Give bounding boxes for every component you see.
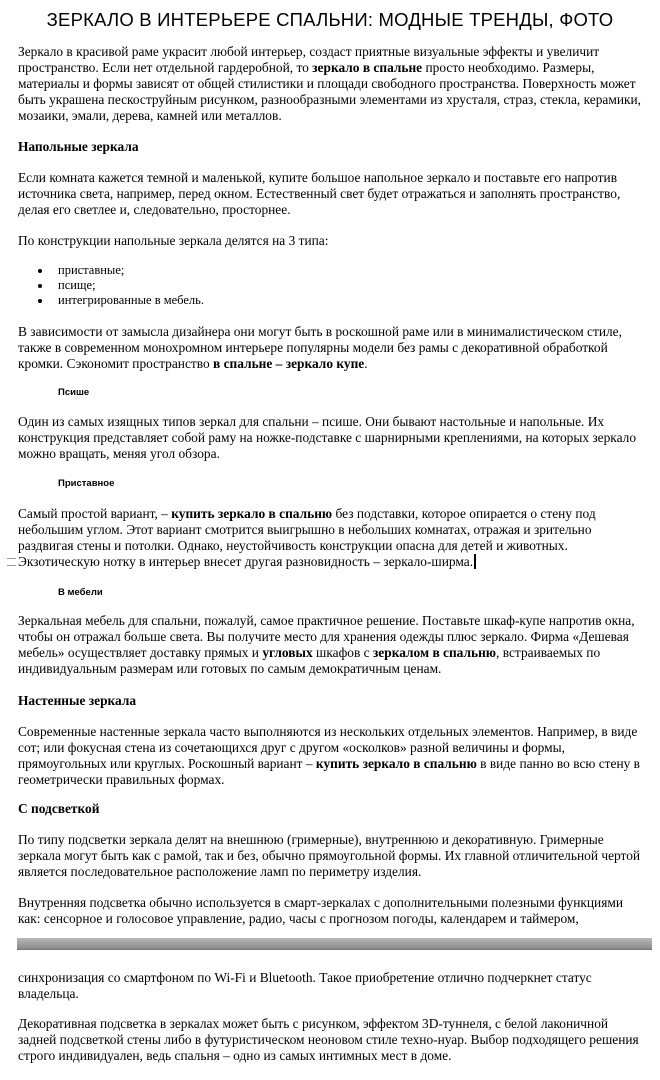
leaning-paragraph[interactable] <box>18 506 648 570</box>
floor-p3-text: В зависимости от замысла дизайнера они могут быть в роскошной раме или в минималистическом стиле, также в современном монохромном интерьере популярны модели без рамы с декоративной обработкой кромки. Сэкономит пространство <box>18 324 622 371</box>
backlit-paragraph-1: По типу подсветки зеркала делят на внешнюю (гримерные), внутреннюю и декоративную. Гримерные зеркала могут быть как с рамой, так и без, обычно прямоугольной формы. Их главной отличительной чертой является последовательное расположение ламп по периметру изделия. <box>18 832 641 879</box>
text-cursor <box>474 554 476 569</box>
subheading-leaning: Приставное <box>58 478 115 489</box>
leaning-text: Самый простой вариант, – <box>18 506 172 521</box>
heading-backlit: С подсветкой <box>18 801 100 816</box>
page-break-bar <box>17 938 652 950</box>
list-item: приставные; <box>18 263 204 278</box>
floor-p3-keyword: в спальне – зеркало купе <box>213 356 365 371</box>
furniture-text-mid: шкафов с <box>312 645 373 660</box>
wall-text-end: в виде панно во всю стену в геометрически правильных формах. <box>18 756 641 787</box>
subheading-in-furniture: В мебели <box>58 587 103 598</box>
floor-p3-end: . <box>364 356 368 371</box>
wall-paragraph <box>18 724 648 788</box>
page-title: ЗЕРКАЛО В ИНТЕРЬЕРЕ СПАЛЬНИ: МОДНЫЕ ТРЕНДЫ, ФОТО <box>46 9 614 30</box>
heading-floor-mirrors: Напольные зеркала <box>18 139 139 154</box>
furniture-keyword-mirror: зеркалом в спальню <box>372 645 497 660</box>
furniture-text-end: , встраиваемых по индивидуальным размерам или готовых по самым демократичным ценам. <box>18 645 601 676</box>
backlit-paragraph-3: Декоративная подсветка в зеркалах может быть с рисунком, эффектом 3D-туннеля, с белой лаконичной задней подсветкой стены либо в футуристическом неоновом стиле техно-нуар. Выбор подходящего решения строго индивидуален, ведь спальня – одно из самых интимных мест в доме. <box>18 1016 639 1063</box>
wall-text: Современные настенные зеркала часто выполняются из нескольких отдельных элементов. Например, в виде сот; или фокусная стена из сочетающихся друг с другом «осколков» разной величины и формы, прямоугольных или круглых. Роскошный вариант – <box>18 724 638 771</box>
furniture-text: Зеркальная мебель для спальни, пожалуй, самое практичное решение. Поставьте шкаф-купе напротив окна, чтобы он отражал больше света. Вы получите место для хранения одежды плюс зеркало. Фирма «Дешевая мебель» осуществляет доставку прямых и <box>18 613 635 660</box>
leaning-text-cont: без подставки, которое опирается о стену под небольшим углом. Этот вариант смотрится выигрышно в небольших комнатах, отражая и зрительно раздвигая стены и потолки. Однако, неустойчивость конструкции опасна для детей и животных. Экзотическую нотку в интерьер внесет другая разновидность – зеркало-ширма. <box>18 506 596 569</box>
margin-marker <box>7 558 16 566</box>
subheading-psyche: Псише <box>58 387 90 398</box>
floor-paragraph-2: По конструкции напольные зеркала делятся на 3 типа: <box>18 233 329 248</box>
backlit-paragraph-2a: Внутренняя подсветка обычно используется в смарт-зеркалах с дополнительными полезными функциями как: сенсорное и голосовое управление, радио, часы с прогнозом погоды, календарем и таймером, <box>18 895 623 926</box>
furniture-keyword-corner: угловых <box>262 645 313 660</box>
list-item: псище; <box>18 278 204 293</box>
intro-text-cont: просто необходимо. Размеры, материалы и формы зависят от общей стилистики и площади свободного пространства. Поверхность может быть украшена пескоструйным рисунком, разнообразными элементами из хрусталя, страз, стекла, керамики, мозаики, эмали, дерева, камней или металлов. <box>18 60 642 123</box>
mirror-types-list <box>18 263 204 308</box>
heading-wall-mirrors: Настенные зеркала <box>18 693 137 708</box>
floor-paragraph-3 <box>18 324 648 372</box>
leaning-keyword: купить зеркало в спальню <box>171 506 333 521</box>
psyche-paragraph: Один из самых изящных типов зеркал для спальни – псише. Они бывают настольные и напольные. Их конструкция представляет собой раму на ножке-подставке с шарнирными креплениями, на которых зеркало можно вращать, меняя угол обзора. <box>18 414 637 461</box>
wall-keyword: купить зеркало в спальню <box>315 756 477 771</box>
intro-keyword: зеркало в спальне <box>312 60 423 75</box>
backlit-paragraph-2b: синхронизация со смартфоном по Wi-Fi и Bluetooth. Такое приобретение отлично подчеркнет статус владельца. <box>18 970 592 1001</box>
floor-paragraph-1: Если комната кажется темной и маленькой, купите большое напольное зеркало и поставьте его напротив источника света, например, перед окном. Естественный свет будет отражаться и заполнять пространство, делая его светлее и, следовательно, просторнее. <box>18 170 621 217</box>
intro-paragraph <box>18 44 648 124</box>
list-item: интегрированные в мебель. <box>18 293 204 308</box>
furniture-paragraph <box>18 613 648 677</box>
intro-text: Зеркало в красивой раме украсит любой интерьер, создаст приятные визуальные эффекты и увеличит пространство. Если нет отдельной гардеробной, то <box>18 44 600 75</box>
